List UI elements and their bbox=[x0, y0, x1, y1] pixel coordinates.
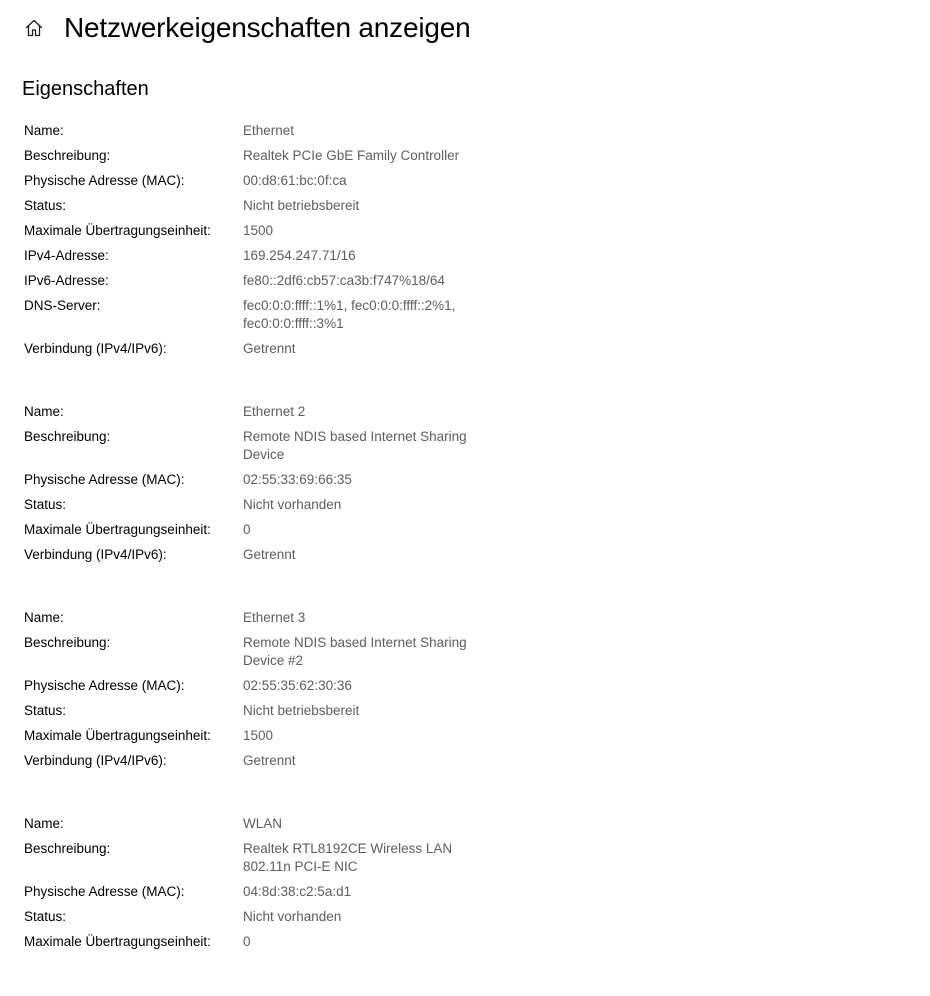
property-row bbox=[24, 546, 904, 564]
page-title: Netzwerkeigenschaften anzeigen bbox=[64, 12, 471, 43]
property-value[interactable]: fe80::2df6:cb57:ca3b:f747%18/64 bbox=[243, 273, 445, 288]
property-label: Status: bbox=[24, 497, 67, 512]
property-value[interactable]: 02:55:33:69:66:35 bbox=[243, 472, 352, 487]
property-value[interactable]: Getrennt bbox=[243, 547, 296, 562]
adapter-block bbox=[24, 403, 904, 564]
property-label: Verbindung (IPv4/IPv6): bbox=[24, 753, 167, 768]
property-label: Physische Adresse (MAC): bbox=[24, 472, 185, 487]
property-label: Beschreibung: bbox=[24, 635, 111, 650]
property-label: Status: bbox=[24, 198, 67, 213]
adapter-block bbox=[24, 122, 904, 358]
property-value[interactable]: 00:d8:61:bc:0f:ca bbox=[243, 173, 347, 188]
property-value[interactable]: Nicht betriebsbereit bbox=[243, 703, 360, 718]
property-row bbox=[24, 172, 904, 190]
section-heading-properties: Eigenschaften bbox=[22, 78, 149, 100]
property-label: IPv4-Adresse: bbox=[24, 248, 109, 263]
property-label: IPv6-Adresse: bbox=[24, 273, 109, 288]
property-value[interactable]: Nicht betriebsbereit bbox=[243, 198, 360, 213]
property-label: Name: bbox=[24, 404, 64, 419]
property-value[interactable]: Remote NDIS based Internet Sharing Device #2 bbox=[243, 635, 467, 668]
property-row bbox=[24, 272, 904, 290]
property-label: Physische Adresse (MAC): bbox=[24, 173, 185, 188]
property-value[interactable]: Remote NDIS based Internet Sharing Device bbox=[243, 429, 467, 462]
property-row bbox=[24, 197, 904, 215]
property-value[interactable]: 0 bbox=[243, 522, 251, 537]
property-value[interactable]: Nicht vorhanden bbox=[243, 909, 342, 924]
property-row bbox=[24, 340, 904, 358]
property-row bbox=[24, 122, 904, 140]
property-label: Maximale Übertragungseinheit: bbox=[24, 728, 211, 743]
property-row bbox=[24, 247, 904, 265]
property-row bbox=[24, 428, 904, 464]
property-value[interactable]: 0 bbox=[243, 934, 251, 949]
property-label: Maximale Übertragungseinheit: bbox=[24, 934, 211, 949]
property-value[interactable]: Ethernet 2 bbox=[243, 404, 306, 419]
property-row bbox=[24, 403, 904, 421]
property-row bbox=[24, 815, 904, 833]
property-value[interactable]: WLAN bbox=[243, 816, 283, 831]
property-row bbox=[24, 297, 904, 333]
property-row bbox=[24, 471, 904, 489]
property-label: Maximale Übertragungseinheit: bbox=[24, 223, 211, 238]
property-row bbox=[24, 933, 904, 951]
property-label: Status: bbox=[24, 909, 67, 924]
property-value[interactable]: Getrennt bbox=[243, 753, 296, 768]
property-label: Physische Adresse (MAC): bbox=[24, 678, 185, 693]
property-label: Status: bbox=[24, 703, 67, 718]
property-label: Physische Adresse (MAC): bbox=[24, 884, 185, 899]
property-row bbox=[24, 752, 904, 770]
property-row bbox=[24, 609, 904, 627]
page-header bbox=[22, 8, 470, 48]
home-icon bbox=[24, 18, 44, 38]
property-value[interactable]: Realtek PCIe GbE Family Controller bbox=[243, 148, 460, 163]
adapter-block bbox=[24, 609, 904, 770]
property-value[interactable]: 02:55:35:62:30:36 bbox=[243, 678, 352, 693]
property-row bbox=[24, 702, 904, 720]
property-label: Beschreibung: bbox=[24, 841, 111, 856]
property-row bbox=[24, 908, 904, 926]
property-row bbox=[24, 147, 904, 165]
property-row bbox=[24, 840, 904, 876]
property-row bbox=[24, 634, 904, 670]
property-label: Verbindung (IPv4/IPv6): bbox=[24, 341, 167, 356]
property-row bbox=[24, 222, 904, 240]
property-label: Name: bbox=[24, 816, 64, 831]
property-label: Name: bbox=[24, 610, 64, 625]
property-row bbox=[24, 883, 904, 901]
property-value[interactable]: Nicht vorhanden bbox=[243, 497, 342, 512]
property-label: DNS-Server: bbox=[24, 298, 101, 313]
adapter-block bbox=[24, 815, 904, 951]
property-value[interactable]: Ethernet 3 bbox=[243, 610, 306, 625]
home-button[interactable] bbox=[22, 16, 46, 40]
property-value[interactable]: 1500 bbox=[243, 728, 274, 743]
property-value[interactable]: Getrennt bbox=[243, 341, 296, 356]
property-label: Beschreibung: bbox=[24, 148, 111, 163]
property-row bbox=[24, 727, 904, 745]
property-value[interactable]: Ethernet bbox=[243, 123, 295, 138]
property-value[interactable]: 1500 bbox=[243, 223, 274, 238]
property-value[interactable]: 04:8d:38:c2:5a:d1 bbox=[243, 884, 352, 899]
property-row bbox=[24, 521, 904, 539]
property-value[interactable]: Realtek RTL8192CE Wireless LAN 802.11n PCI-E NIC bbox=[243, 841, 453, 874]
property-row bbox=[24, 677, 904, 695]
property-label: Beschreibung: bbox=[24, 429, 111, 444]
property-value[interactable]: 169.254.247.71/16 bbox=[243, 248, 356, 263]
adapter-list bbox=[24, 122, 904, 996]
property-label: Maximale Übertragungseinheit: bbox=[24, 522, 211, 537]
property-row bbox=[24, 496, 904, 514]
property-value[interactable]: fec0:0:0:ffff::1%1, fec0:0:0:ffff::2%1, fec0:0:0:ffff::3%1 bbox=[243, 298, 456, 331]
property-label: Name: bbox=[24, 123, 64, 138]
property-label: Verbindung (IPv4/IPv6): bbox=[24, 547, 167, 562]
